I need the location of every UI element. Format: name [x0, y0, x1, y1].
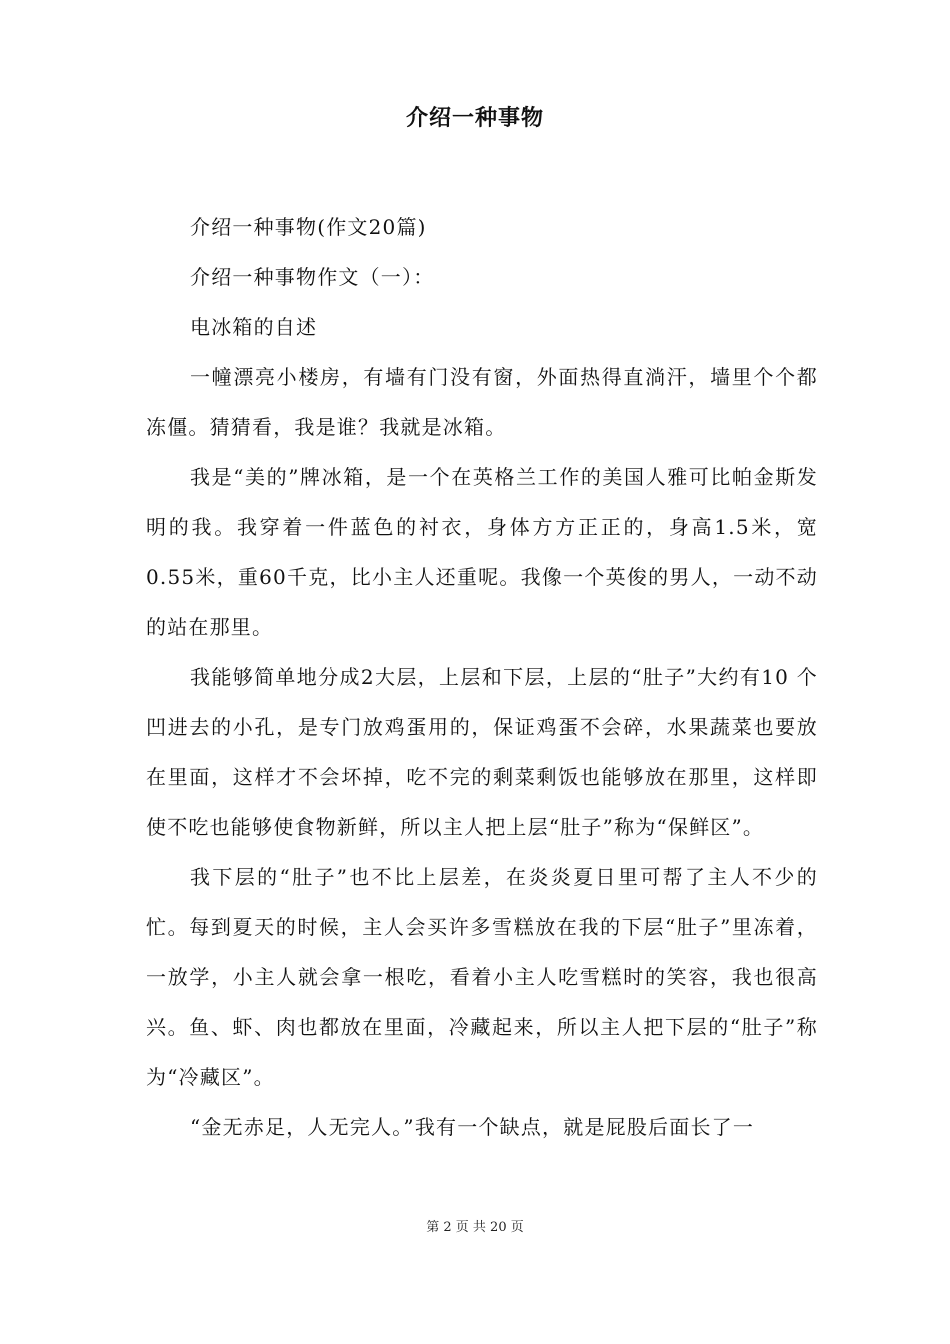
paragraph: 介绍一种事物(作文20篇): [190, 215, 427, 239]
paragraph: “金无赤足，人无完人。”我有一个缺点，就是屁股后面长了一: [190, 1115, 755, 1139]
paragraph: 介绍一种事物作文（一）：: [190, 265, 435, 289]
paragraph: 我下层的“肚子”也不比上层差，在炎炎夏日里可帮了主人不少的忙。每到夏天的时候，主人会买许多雪糕放在我的下层“肚子”里冻着，一放学，小主人就会拿一根吃，看着小主人吃雪糕时的笑容，我也很高兴。鱼、虾、肉也都放在里面，冷藏起来，所以主人把下层的“肚子”称为“冷藏区”。: [146, 865, 818, 1089]
paragraph: 我能够简单地分成2大层，上层和下层，上层的“肚子”大约有10 个凹进去的小孔，是专门放鸡蛋用的，保证鸡蛋不会碎，水果蔬菜也要放在里面，这样才不会坏掉，吃不完的剩菜剩饭也能够放在那里，这样即使不吃也能够使食物新鲜，所以主人把上层“肚子”称为“保鲜区”。: [146, 665, 818, 839]
paragraph: 电冰箱的自述: [190, 315, 318, 339]
paragraph: 一幢漂亮小楼房，有墙有门没有窗，外面热得直淌汗，墙里个个都冻僵。猜猜看，我是谁？我就是冰箱。: [146, 365, 818, 439]
paragraph: 我是“美的”牌冰箱，是一个在英格兰工作的美国人雅可比帕金斯发明的我。我穿着一件蓝色的衬衣，身体方方正正的，身高1.5米，宽0.55米，重60千克，比小主人还重呢。我像一个英俊的男人，一动不动的站在那里。: [146, 465, 818, 639]
document-body: [146, 202, 818, 1152]
document-title: 介绍一种事物: [405, 106, 544, 131]
page-footer: 第 2 页 共 20 页: [426, 1220, 524, 1235]
